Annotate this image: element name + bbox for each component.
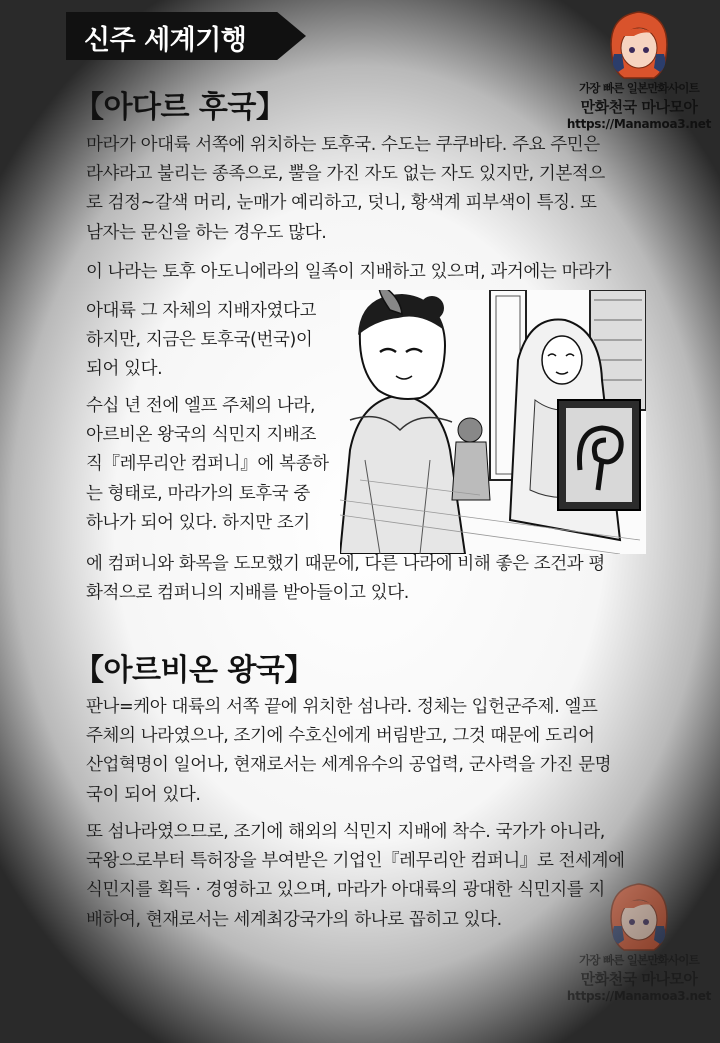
- hair-bun: [420, 296, 444, 320]
- text-line: 에 컴퍼니와 화목을 도모했기 때문에, 다른 나라에 비해 좋은 조건과 평: [86, 554, 605, 574]
- section1-paragraph-2-full: [86, 258, 611, 287]
- text-line: 이 나라는 토후 아도니에라의 일족이 지배하고 있으며, 과거에는 마라가: [86, 262, 612, 282]
- text-line: 국이 되어 있다.: [86, 784, 201, 805]
- text-line: 하지만, 지금은 토후국(번국)이: [86, 330, 313, 351]
- illustration: [340, 290, 646, 554]
- section2-paragraph-1: [86, 693, 611, 810]
- watermark-tagline: 가장 빠른 일본만화사이트: [579, 953, 699, 967]
- text-line: 직『레무리안 컴퍼니』에 복종하: [86, 454, 329, 475]
- text-line: 는 형태로, 마라가의 토후국 중: [86, 483, 310, 504]
- text-line: 국왕으로부터 특허장을 부여받은 기업인『레무리안 컴퍼니』로 전세계에: [86, 851, 625, 872]
- text-line: 하나가 되어 있다. 하지만 조기: [86, 512, 310, 533]
- watermark-url: https://Manamoa3.net: [566, 117, 712, 131]
- watermark-site-name: 만화천국 마나모아: [580, 970, 698, 988]
- text-line: 남자는 문신을 하는 경우도 많다.: [86, 222, 327, 243]
- section-title-arbion: 【아르비온 왕국】: [74, 653, 314, 688]
- watermark-top: [562, 6, 716, 131]
- watermark-bottom: [562, 878, 716, 1003]
- section1-paragraph-3-wrapped: [86, 392, 329, 538]
- text-line: 되어 있다.: [86, 359, 163, 380]
- watermark-url: https://Manamoa3.net: [566, 989, 712, 1003]
- text-line: 라샤라고 불리는 종족으로, 뿔을 가진 자도 없는 자도 있지만, 기본적으: [86, 164, 605, 185]
- section1-paragraph-1: [86, 131, 605, 248]
- text-line: 로 검정~갈색 머리, 눈매가 예리하고, 덧니, 황색계 피부색이 특징. 또: [86, 193, 597, 214]
- text-line: 또 섬나라였으므로, 조기에 해외의 식민지 지배에 착수. 국가가 아니라,: [86, 822, 605, 842]
- section1-paragraph-2-wrapped: [86, 297, 316, 385]
- section-title-adar: 【아다르 후국】: [74, 90, 286, 125]
- section1-paragraph-3-full: [86, 550, 605, 608]
- text-line: 산업혁명이 일어나, 현재로서는 세계유수의 공업력, 군사력을 가진 문명: [86, 755, 612, 776]
- text-line: 배하여, 현재로서는 세계최강국가의 하나로 꼽히고 있다.: [86, 909, 502, 930]
- text-line: 마라가 아대륙 서쪽에 위치하는 토후국. 수도는 쿠쿠바타. 주요 주민은: [86, 135, 600, 155]
- text-line: 수십 년 전에 엘프 주체의 나라,: [86, 396, 316, 416]
- text-line: 아르비온 왕국의 식민지 지배조: [86, 425, 317, 446]
- text-line: 주체의 나라였으나, 조기에 수호신에게 버림받고, 그것 때문에 도리어: [86, 726, 595, 747]
- watermark-avatar-icon: [604, 6, 674, 80]
- text-line: 판나=케아 대륙의 서쪽 끝에 위치한 섬나라. 정체는 입헌군주제. 엘프: [86, 697, 598, 717]
- page-title: 신주 세계기행: [84, 25, 247, 56]
- text-line: 화적으로 컴퍼니의 지배를 받아들이고 있다.: [86, 583, 409, 604]
- text-line: 식민지를 획득 · 경영하고 있으며, 마라가 아대륙의 광대한 식민지를 지: [86, 880, 605, 901]
- section2-paragraph-2: [86, 818, 625, 935]
- watermark-avatar-icon: [604, 878, 674, 952]
- text-line: 아대륙 그 자체의 지배자였다고: [86, 301, 317, 321]
- watermark-site-name: 만화천국 마나모아: [580, 98, 698, 116]
- watermark-tagline: 가장 빠른 일본만화사이트: [579, 81, 699, 95]
